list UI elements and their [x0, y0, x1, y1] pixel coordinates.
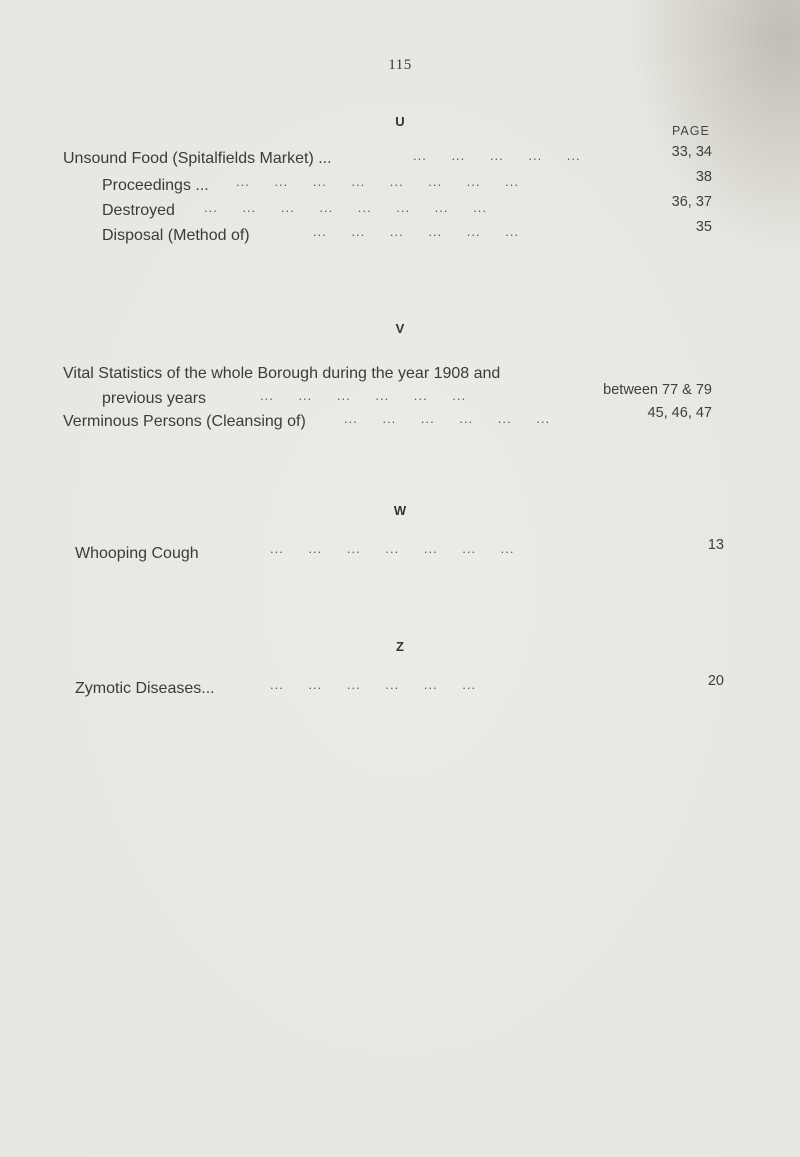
- section-letter-w: W: [393, 503, 407, 518]
- leader-dots: ... ... ... ... ... ...: [344, 411, 551, 426]
- index-entry-page: 36, 37: [671, 194, 712, 210]
- leader-dots: ... ... ... ... ... ...: [313, 224, 520, 239]
- index-entry-label: Proceedings ...: [102, 177, 209, 194]
- index-entry-page: 33, 34: [671, 144, 712, 160]
- index-entry-page: 20: [707, 673, 724, 689]
- index-entry-label: Vital Statistics of the whole Borough during the year 1908 and: [63, 365, 501, 382]
- leader-dots: ... ... ... ... ... ... ...: [270, 541, 515, 556]
- index-entry-page: 35: [695, 219, 712, 235]
- index-entry-label: Verminous Persons (Cleansing of): [63, 413, 306, 430]
- index-entry-label: Disposal (Method of): [102, 227, 250, 244]
- index-entry-page: 38: [695, 169, 712, 185]
- index-entry-label: Zymotic Diseases...: [75, 680, 215, 697]
- section-letter-v: V: [395, 321, 405, 336]
- leader-dots: ... ... ... ... ... ... ... ...: [204, 200, 487, 215]
- index-entry-page: between 77 & 79: [603, 382, 712, 398]
- index-entry-page: 13: [707, 537, 724, 553]
- leader-dots: ... ... ... ... ... ... ... ...: [236, 174, 519, 189]
- index-entry-label: previous years: [102, 390, 207, 407]
- leader-dots: ... ... ... ... ... ...: [260, 388, 467, 403]
- page-number: 115: [388, 57, 412, 73]
- index-entry-label: Destroyed: [102, 202, 175, 219]
- leader-dots: ... ... ... ... ...: [413, 148, 581, 163]
- index-entry-label: Unsound Food (Spitalfields Market) ...: [63, 150, 332, 167]
- section-letter-z: Z: [396, 639, 404, 654]
- leader-dots: ... ... ... ... ... ...: [270, 677, 477, 692]
- index-entry-page: 45, 46, 47: [647, 405, 712, 421]
- index-entry-label: Whooping Cough: [75, 545, 199, 562]
- section-letter-u: U: [395, 114, 405, 129]
- page-column-header: PAGE: [672, 124, 710, 138]
